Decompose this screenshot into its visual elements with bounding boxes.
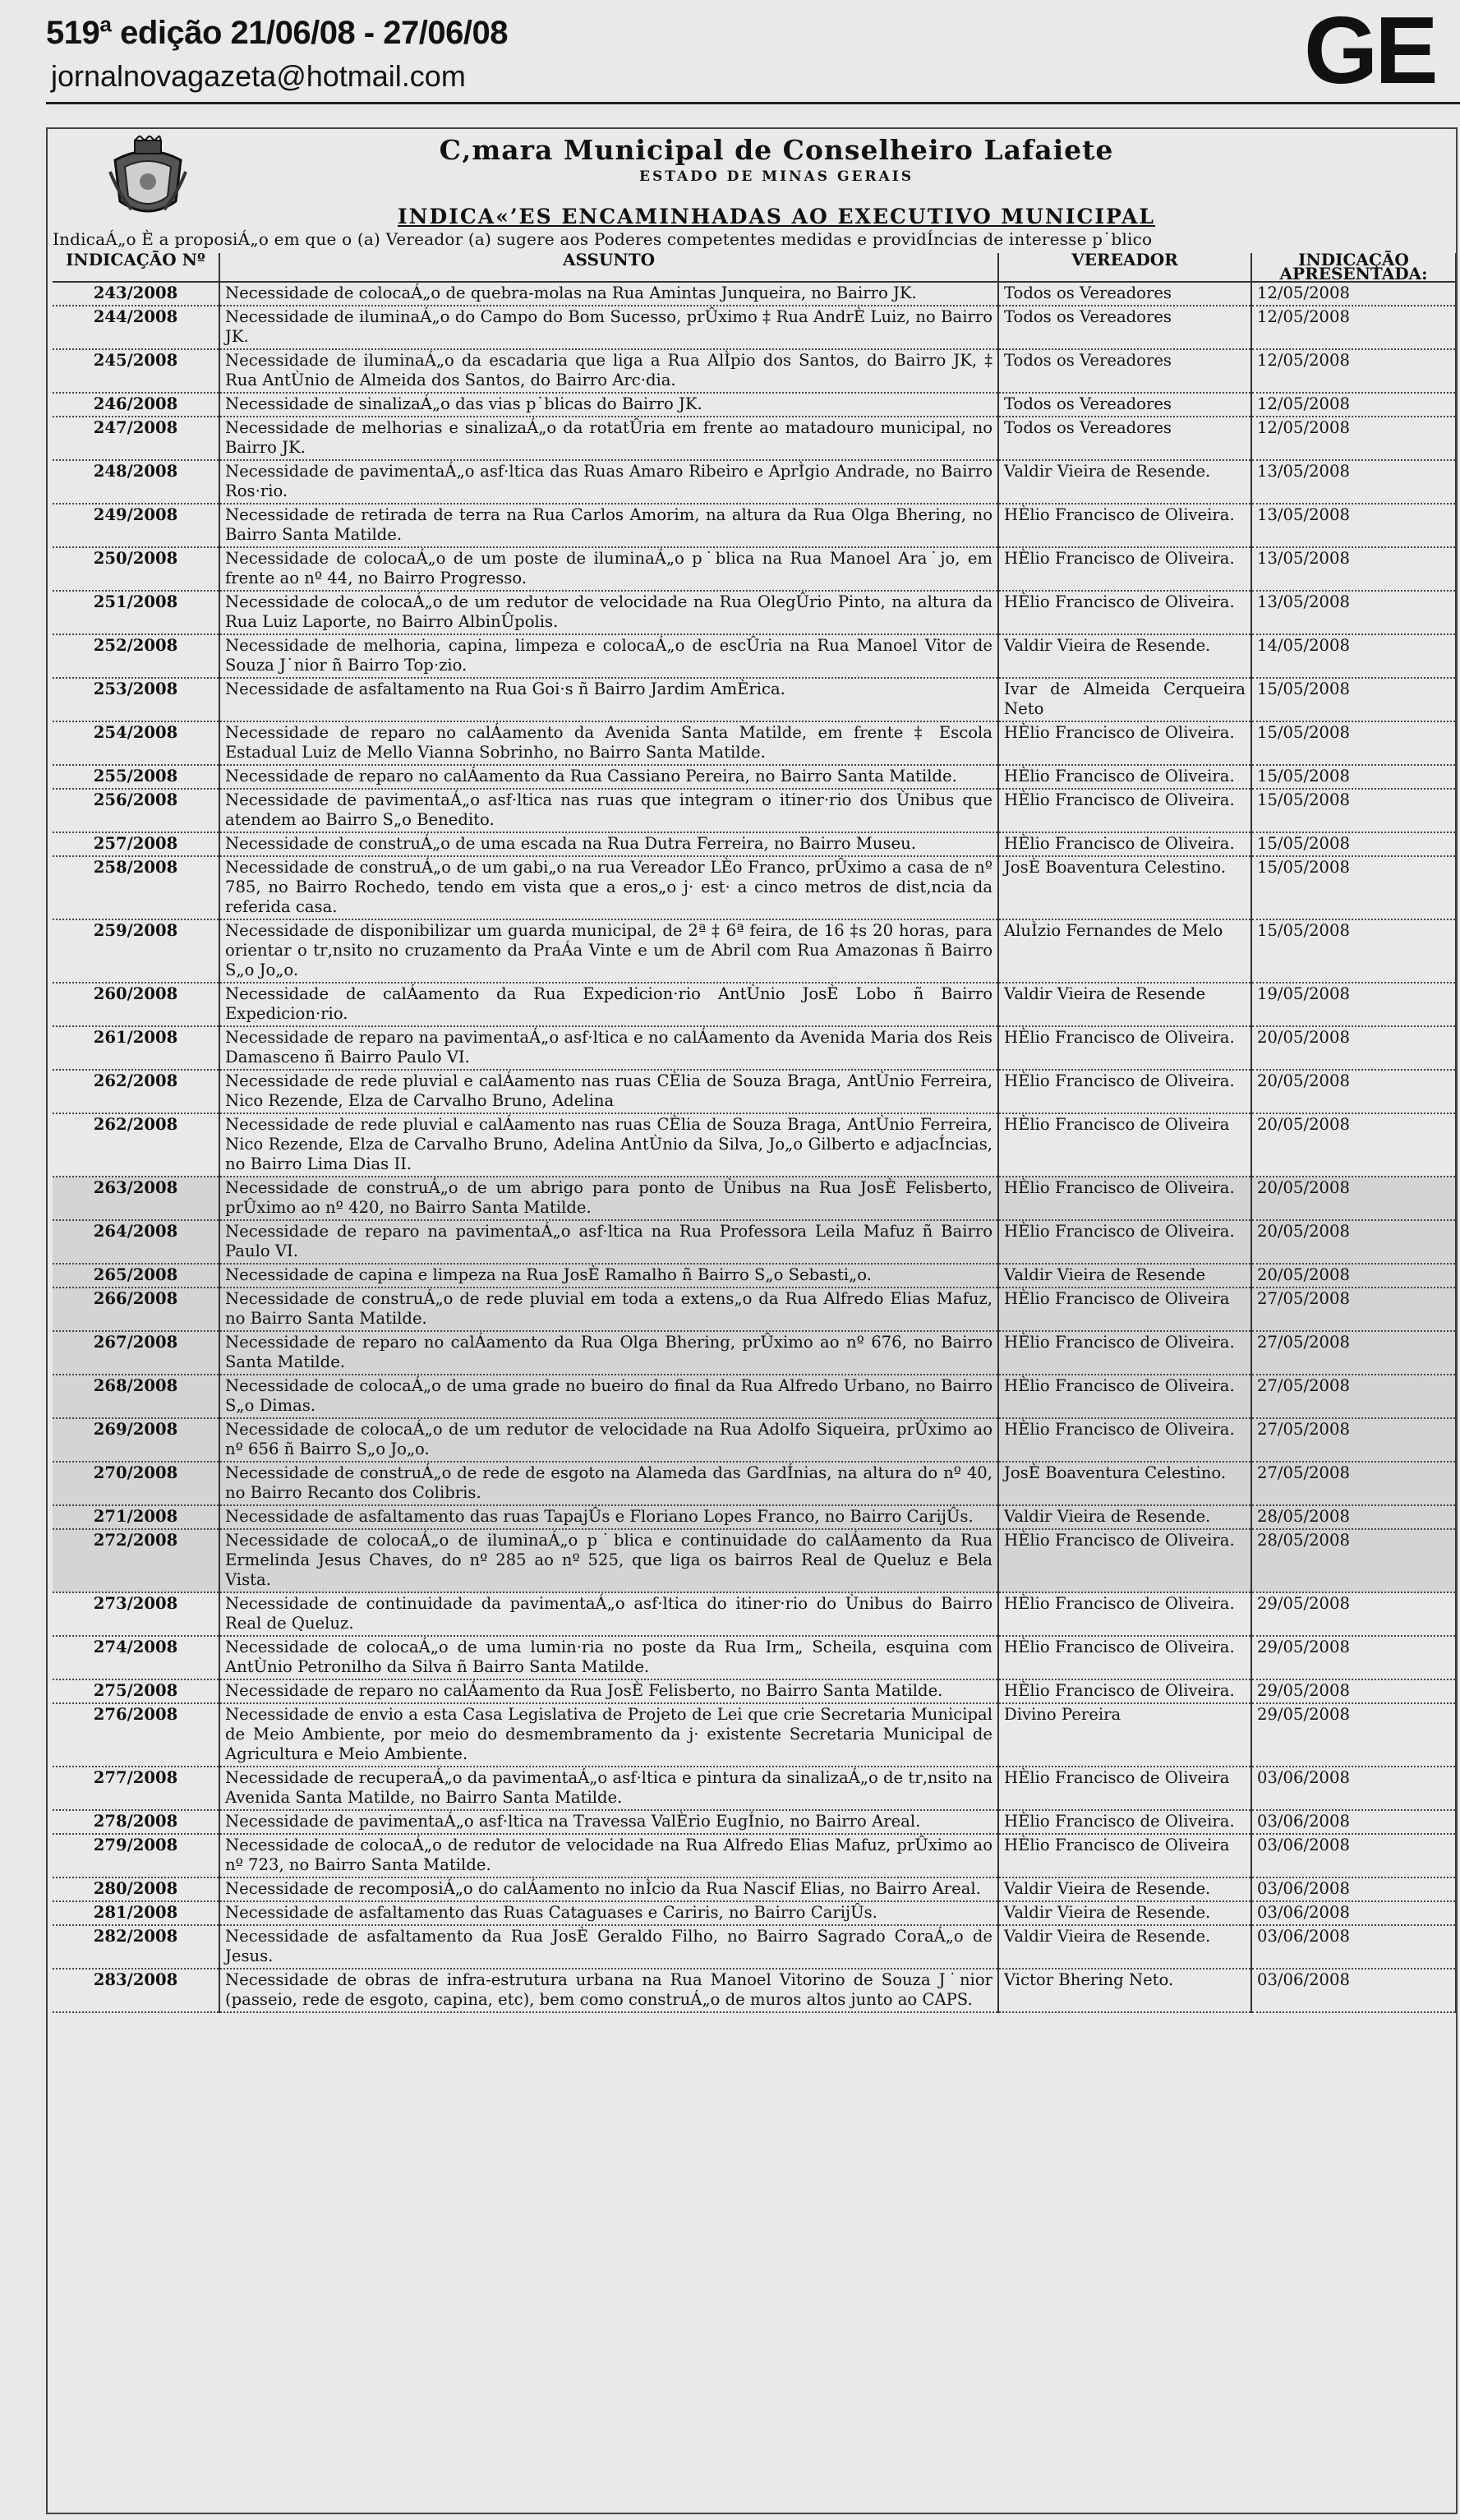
- councilor-cell: Valdir Vieira de Resende.: [998, 1877, 1251, 1901]
- indications-table: [53, 250, 1457, 2013]
- table-row: [53, 460, 1456, 504]
- councilor-cell: HÈlio Francisco de Oliveira.: [998, 1529, 1251, 1592]
- subject-cell: Necessidade de colocaÁ„o de um redutor de velocidade na Rua Adolfo Siqueira, prÛximo ao nº 656 ñ Bairro S„o Jo„o.: [219, 1418, 998, 1462]
- subject-cell: Necessidade de colocaÁ„o de redutor de velocidade na Rua Alfredo Elias Mafuz, prÛximo ao nº 723, no Bairro Santa Matilde.: [219, 1834, 998, 1877]
- subject-cell: Necessidade de asfaltamento das ruas TapajÛs e Floriano Lopes Franco, no Bairro CarijÛs.: [219, 1505, 998, 1529]
- subject-cell: Necessidade de calÁamento da Rua Expedicion·rio AntÙnio JosÈ Lobo ñ Bairro Expedicion·rio.: [219, 983, 998, 1026]
- date-cell: 15/05/2008: [1251, 765, 1456, 789]
- indication-number: 268/2008: [53, 1375, 219, 1418]
- indication-number: 253/2008: [53, 678, 219, 721]
- indication-number: 272/2008: [53, 1529, 219, 1592]
- indication-number: 250/2008: [53, 547, 219, 591]
- date-cell: 29/05/2008: [1251, 1703, 1456, 1767]
- indication-number: 279/2008: [53, 1834, 219, 1877]
- subject-cell: Necessidade de reparo no calÁamento da Rua Olga Bhering, prÛximo ao nº 676, no Bairro Santa Matilde.: [219, 1331, 998, 1375]
- councilor-cell: HÈlio Francisco de Oliveira.: [998, 1418, 1251, 1462]
- councilor-cell: Valdir Vieira de Resende: [998, 1264, 1251, 1288]
- indication-number: 262/2008: [53, 1113, 219, 1177]
- table-row: [53, 1462, 1456, 1505]
- table-row: [53, 765, 1456, 789]
- table-row: [53, 856, 1456, 919]
- date-cell: 20/05/2008: [1251, 1026, 1456, 1070]
- date-cell: 12/05/2008: [1251, 306, 1456, 349]
- indication-number: 280/2008: [53, 1877, 219, 1901]
- table-row: [53, 634, 1456, 678]
- table-row: [53, 1679, 1456, 1703]
- councilor-cell: Valdir Vieira de Resende.: [998, 634, 1251, 678]
- date-cell: 13/05/2008: [1251, 547, 1456, 591]
- table-row: [53, 1177, 1456, 1220]
- subject-cell: Necessidade de continuidade da pavimentaÁ„o asf·ltica do itiner·rio do Ùnibus do Bairro Real de Queluz.: [219, 1592, 998, 1636]
- subject-cell: Necessidade de sinalizaÁ„o das vias p˙blicas do Bairro JK.: [219, 393, 998, 417]
- table-body: [53, 282, 1456, 2012]
- date-cell: 03/06/2008: [1251, 1834, 1456, 1877]
- subject-cell: Necessidade de colocaÁ„o de iluminaÁ„o p˙blica e continuidade do calÁamento da Rua Ermelinda Jesus Chaves, do nº 285 ao nº 525, que liga os bairros Real de Queluz e Bela Vista.: [219, 1529, 998, 1592]
- councilor-cell: HÈlio Francisco de Oliveira.: [998, 1026, 1251, 1070]
- table-row: [53, 1834, 1456, 1877]
- date-cell: 20/05/2008: [1251, 1113, 1456, 1177]
- date-cell: 20/05/2008: [1251, 1264, 1456, 1288]
- subject-cell: Necessidade de construÁ„o de um abrigo para ponto de Ùnibus na Rua JosÈ Felisberto, prÛximo ao nº 420, no Bairro Santa Matilde.: [219, 1177, 998, 1220]
- date-cell: 27/05/2008: [1251, 1375, 1456, 1418]
- councilor-cell: HÈlio Francisco de Oliveira.: [998, 789, 1251, 832]
- councilor-cell: HÈlio Francisco de Oliveira.: [998, 1070, 1251, 1113]
- councilor-cell: JosÈ Boaventura Celestino.: [998, 1462, 1251, 1505]
- councilor-cell: HÈlio Francisco de Oliveira: [998, 1288, 1251, 1331]
- indication-number: 248/2008: [53, 460, 219, 504]
- councilor-cell: Todos os Vereadores: [998, 417, 1251, 460]
- councilor-cell: Todos os Vereadores: [998, 306, 1251, 349]
- councilor-cell: HÈlio Francisco de Oliveira.: [998, 765, 1251, 789]
- councilor-cell: HÈlio Francisco de Oliveira.: [998, 1331, 1251, 1375]
- subject-cell: Necessidade de construÁ„o de uma escada na Rua Dutra Ferreira, no Bairro Museu.: [219, 832, 998, 856]
- subject-cell: Necessidade de construÁ„o de um gabi„o na rua Vereador LÈo Franco, prÛximo a casa de nº 785, no Bairro Rochedo, tendo em vista que a eros„o j· est· a cinco metros de dist‚ncia da referida casa.: [219, 856, 998, 919]
- chamber-title: C‚mara Municipal de Conselheiro Lafaiete: [439, 134, 1114, 166]
- councilor-cell: HÈlio Francisco de Oliveira.: [998, 832, 1251, 856]
- councilor-cell: HÈlio Francisco de Oliveira.: [998, 1177, 1251, 1220]
- councilor-cell: HÈlio Francisco de Oliveira: [998, 1113, 1251, 1177]
- date-cell: 29/05/2008: [1251, 1592, 1456, 1636]
- indication-number: 251/2008: [53, 591, 219, 634]
- table-row: [53, 1810, 1456, 1834]
- chamber-subtitle: ESTADO DE MINAS GERAIS: [639, 168, 914, 185]
- header-indication: INDICAÇÃO Nº: [53, 253, 219, 282]
- table-row: [53, 678, 1456, 721]
- indication-number: 274/2008: [53, 1636, 219, 1679]
- subject-cell: Necessidade de colocaÁ„o de um poste de iluminaÁ„o p˙blica na Rua Manoel Ara˙jo, em frente ao nº 44, no Bairro Progresso.: [219, 547, 998, 591]
- subject-cell: Necessidade de iluminaÁ„o do Campo do Bom Sucesso, prÛximo ‡ Rua AndrÈ Luiz, no Bairro JK.: [219, 306, 998, 349]
- councilor-cell: HÈlio Francisco de Oliveira: [998, 1767, 1251, 1810]
- indications-panel: [46, 127, 1458, 2514]
- indication-number: 267/2008: [53, 1331, 219, 1375]
- councilor-cell: Valdir Vieira de Resende.: [998, 1925, 1251, 1969]
- table-row: [53, 1877, 1456, 1901]
- councilor-cell: Todos os Vereadores: [998, 282, 1251, 306]
- table-row: [53, 1636, 1456, 1679]
- table-row: [53, 1264, 1456, 1288]
- date-cell: 03/06/2008: [1251, 1810, 1456, 1834]
- subject-cell: Necessidade de colocaÁ„o de um redutor de velocidade na Rua OlegÛrio Pinto, na altura da Rua Luiz Laporte, no Bairro AlbinÛpolis.: [219, 591, 998, 634]
- councilor-cell: HÈlio Francisco de Oliveira.: [998, 504, 1251, 547]
- date-cell: 03/06/2008: [1251, 1901, 1456, 1925]
- date-cell: 14/05/2008: [1251, 634, 1456, 678]
- subject-cell: Necessidade de iluminaÁ„o da escadaria que liga a Rua AlÌpio dos Santos, do Bairro JK, ‡ Rua AntÙnio de Almeida dos Santos, do Bairro Arc·dia.: [219, 349, 998, 393]
- date-cell: 29/05/2008: [1251, 1679, 1456, 1703]
- subject-cell: Necessidade de recomposiÁ„o do calÁamento no inÌcio da Rua Nascif Elias, no Bairro Areal.: [219, 1877, 998, 1901]
- councilor-cell: Ivar de Almeida Cerqueira Neto: [998, 678, 1251, 721]
- indication-number: 247/2008: [53, 417, 219, 460]
- subject-cell: Necessidade de colocaÁ„o de uma lumin·ria no poste da Rua Irm„ Scheila, esquina com AntÙnio Petronilho da Silva ñ Bairro Santa Matilde.: [219, 1636, 998, 1679]
- subject-cell: Necessidade de reparo no calÁamento da Rua JosÈ Felisberto, no Bairro Santa Matilde.: [219, 1679, 998, 1703]
- table-row: [53, 1925, 1456, 1969]
- indication-number: 258/2008: [53, 856, 219, 919]
- section-tag: GE: [1304, 2, 1435, 99]
- subject-cell: Necessidade de recuperaÁ„o da pavimentaÁ„o asf·ltica e pintura da sinalizaÁ„o de tr‚nsito na Avenida Santa Matilde, no Bairro Santa Matilde.: [219, 1767, 998, 1810]
- indication-number: 244/2008: [53, 306, 219, 349]
- table-row: [53, 1026, 1456, 1070]
- table-row: [53, 1969, 1456, 2012]
- subject-cell: Necessidade de pavimentaÁ„o asf·ltica na Travessa ValÈrio EugÍnio, no Bairro Areal.: [219, 1810, 998, 1834]
- table-row: [53, 1288, 1456, 1331]
- date-cell: 27/05/2008: [1251, 1418, 1456, 1462]
- edition-line: 519ª edição 21/06/08 - 27/06/08: [46, 15, 508, 51]
- indication-number: 278/2008: [53, 1810, 219, 1834]
- subject-cell: Necessidade de pavimentaÁ„o asf·ltica nas ruas que integram o itiner·rio dos Ùnibus que atendem ao Bairro S„o Benedito.: [219, 789, 998, 832]
- date-cell: 27/05/2008: [1251, 1462, 1456, 1505]
- councilor-cell: Valdir Vieira de Resende.: [998, 1505, 1251, 1529]
- table-row: [53, 1220, 1456, 1264]
- councilor-cell: Valdir Vieira de Resende: [998, 983, 1251, 1026]
- date-cell: 03/06/2008: [1251, 1767, 1456, 1810]
- subject-cell: Necessidade de rede pluvial e calÁamento nas ruas CÈlia de Souza Braga, AntÙnio Ferreira, Nico Rezende, Elza de Carvalho Bruno, Adelina: [219, 1070, 998, 1113]
- intro-text: IndicaÁ„o È a proposiÁ„o em que o (a) Vereador (a) sugere aos Poderes competentes medidas e providÍncias de interesse p˙blico: [53, 229, 1153, 249]
- date-cell: 03/06/2008: [1251, 1969, 1456, 2012]
- councilor-cell: Todos os Vereadores: [998, 393, 1251, 417]
- councilor-cell: HÈlio Francisco de Oliveira.: [998, 721, 1251, 765]
- councilor-cell: HÈlio Francisco de Oliveira: [998, 1834, 1251, 1877]
- indication-number: 245/2008: [53, 349, 219, 393]
- table-row: [53, 1505, 1456, 1529]
- subject-cell: Necessidade de asfaltamento das Ruas Cataguases e Cariris, no Bairro CarijÛs.: [219, 1901, 998, 1925]
- indication-number: 270/2008: [53, 1462, 219, 1505]
- date-cell: 20/05/2008: [1251, 1220, 1456, 1264]
- table-row: [53, 393, 1456, 417]
- indication-number: 276/2008: [53, 1703, 219, 1767]
- subject-cell: Necessidade de obras de infra-estrutura urbana na Rua Manoel Vitorino de Souza J˙nior (passeio, rede de esgoto, capina, etc), bem como construÁ„o de muros altos junto ao CAPS.: [219, 1969, 998, 2012]
- indication-number: 254/2008: [53, 721, 219, 765]
- date-cell: 28/05/2008: [1251, 1529, 1456, 1592]
- table-row: [53, 547, 1456, 591]
- councilor-cell: HÈlio Francisco de Oliveira.: [998, 1636, 1251, 1679]
- indication-number: 281/2008: [53, 1901, 219, 1925]
- table-row: [53, 919, 1456, 983]
- table-row: [53, 789, 1456, 832]
- masthead-rule: [46, 102, 1460, 104]
- table-row: [53, 721, 1456, 765]
- table-header: [53, 253, 1456, 282]
- councilor-cell: HÈlio Francisco de Oliveira.: [998, 1810, 1251, 1834]
- subject-cell: Necessidade de colocaÁ„o de uma grade no bueiro do final da Rua Alfredo Urbano, no Bairro S„o Dimas.: [219, 1375, 998, 1418]
- date-cell: 15/05/2008: [1251, 919, 1456, 983]
- date-cell: 15/05/2008: [1251, 832, 1456, 856]
- indication-number: 264/2008: [53, 1220, 219, 1264]
- date-cell: 15/05/2008: [1251, 856, 1456, 919]
- indication-number: 262/2008: [53, 1070, 219, 1113]
- councilor-cell: JosÈ Boaventura Celestino.: [998, 856, 1251, 919]
- date-cell: 15/05/2008: [1251, 789, 1456, 832]
- date-cell: 15/05/2008: [1251, 678, 1456, 721]
- subject-cell: Necessidade de asfaltamento na Rua Goi·s ñ Bairro Jardim AmÈrica.: [219, 678, 998, 721]
- table-row: [53, 983, 1456, 1026]
- date-cell: 12/05/2008: [1251, 393, 1456, 417]
- subject-cell: Necessidade de capina e limpeza na Rua JosÈ Ramalho ñ Bairro S„o Sebasti„o.: [219, 1264, 998, 1288]
- indication-number: 246/2008: [53, 393, 219, 417]
- indication-number: 243/2008: [53, 282, 219, 306]
- subject-cell: Necessidade de envio a esta Casa Legislativa de Projeto de Lei que crie Secretaria Municipal de Meio Ambiente, por meio do desmembramento da j· existente Secretaria Municipal de Agricultura e Meio Ambiente.: [219, 1703, 998, 1767]
- table-row: [53, 504, 1456, 547]
- table-row: [53, 306, 1456, 349]
- table-row: [53, 417, 1456, 460]
- subject-cell: Necessidade de reparo no calÁamento da Avenida Santa Matilde, em frente ‡ Escola Estadual Luiz de Mello Vianna Sobrinho, no Bairro Santa Matilde.: [219, 721, 998, 765]
- subject-cell: Necessidade de melhorias e sinalizaÁ„o da rotatÛria em frente ao matadouro municipal, no Bairro JK.: [219, 417, 998, 460]
- date-cell: 27/05/2008: [1251, 1288, 1456, 1331]
- indication-number: 252/2008: [53, 634, 219, 678]
- table-row: [53, 282, 1456, 306]
- indication-number: 259/2008: [53, 919, 219, 983]
- councilor-cell: Victor Bhering Neto.: [998, 1969, 1251, 2012]
- table-row: [53, 1767, 1456, 1810]
- date-cell: 13/05/2008: [1251, 504, 1456, 547]
- indication-number: 249/2008: [53, 504, 219, 547]
- table-row: [53, 1592, 1456, 1636]
- councilor-cell: HÈlio Francisco de Oliveira.: [998, 1220, 1251, 1264]
- table-row: [53, 1901, 1456, 1925]
- councilor-cell: HÈlio Francisco de Oliveira.: [998, 1679, 1251, 1703]
- date-cell: 29/05/2008: [1251, 1636, 1456, 1679]
- indication-number: 260/2008: [53, 983, 219, 1026]
- councilor-cell: Divino Pereira: [998, 1703, 1251, 1767]
- indication-number: 273/2008: [53, 1592, 219, 1636]
- date-cell: 15/05/2008: [1251, 721, 1456, 765]
- subject-cell: Necessidade de rede pluvial e calÁamento nas ruas CÈlia de Souza Braga, AntÙnio Ferreira, Nico Rezende, Elza de Carvalho Bruno, Adelina AntÙnio da Silva, Jo„o Gilberto e adjacÍncias, no Bairro Lima Dias II.: [219, 1113, 998, 1177]
- table-row: [53, 1418, 1456, 1462]
- subject-cell: Necessidade de reparo no calÁamento da Rua Cassiano Pereira, no Bairro Santa Matilde.: [219, 765, 998, 789]
- header-date: INDICAÇÃO APRESENTADA:: [1251, 253, 1456, 282]
- indication-number: 263/2008: [53, 1177, 219, 1220]
- subject-cell: Necessidade de reparo na pavimentaÁ„o asf·ltica na Rua Professora Leila Mafuz ñ Bairro Paulo VI.: [219, 1220, 998, 1264]
- councilor-cell: HÈlio Francisco de Oliveira.: [998, 547, 1251, 591]
- date-cell: 28/05/2008: [1251, 1505, 1456, 1529]
- table-row: [53, 1703, 1456, 1767]
- subject-cell: Necessidade de construÁ„o de rede pluvial em toda a extens„o da Rua Alfredo Elias Mafuz, no Bairro Santa Matilde.: [219, 1288, 998, 1331]
- councilor-cell: Valdir Vieira de Resende.: [998, 1901, 1251, 1925]
- indication-number: 277/2008: [53, 1767, 219, 1810]
- list-title: INDICA«’ES ENCAMINHADAS AO EXECUTIVO MUNICIPAL: [397, 205, 1156, 228]
- table-row: [53, 1375, 1456, 1418]
- indication-number: 256/2008: [53, 789, 219, 832]
- councilor-cell: HÈlio Francisco de Oliveira.: [998, 1592, 1251, 1636]
- date-cell: 03/06/2008: [1251, 1877, 1456, 1901]
- subject-cell: Necessidade de reparo na pavimentaÁ„o asf·ltica e no calÁamento da Avenida Maria dos Reis Damasceno ñ Bairro Paulo VI.: [219, 1026, 998, 1070]
- subject-cell: Necessidade de retirada de terra na Rua Carlos Amorim, na altura da Rua Olga Bhering, no Bairro Santa Matilde.: [219, 504, 998, 547]
- indication-number: 266/2008: [53, 1288, 219, 1331]
- indication-number: 257/2008: [53, 832, 219, 856]
- subject-cell: Necessidade de disponibilizar um guarda municipal, de 2ª ‡ 6ª feira, de 16 ‡s 20 horas, para orientar o tr‚nsito no cruzamento da PraÁa Vinte e um de Abril com Rua Amazonas ñ Bairro S„o Jo„o.: [219, 919, 998, 983]
- date-cell: 13/05/2008: [1251, 460, 1456, 504]
- table-row: [53, 349, 1456, 393]
- table-row: [53, 1070, 1456, 1113]
- councilor-cell: AluÌzio Fernandes de Melo: [998, 919, 1251, 983]
- date-cell: 12/05/2008: [1251, 349, 1456, 393]
- councilor-cell: Todos os Vereadores: [998, 349, 1251, 393]
- indication-number: 283/2008: [53, 1969, 219, 2012]
- indication-number: 275/2008: [53, 1679, 219, 1703]
- table-row: [53, 1529, 1456, 1592]
- header-subject: ASSUNTO: [219, 253, 998, 282]
- date-cell: 03/06/2008: [1251, 1925, 1456, 1969]
- indication-number: 265/2008: [53, 1264, 219, 1288]
- table-row: [53, 1331, 1456, 1375]
- indication-number: 261/2008: [53, 1026, 219, 1070]
- subject-cell: Necessidade de construÁ„o de rede de esgoto na Alameda das GardÍnias, na altura do nº 40, no Bairro Recanto dos Colibris.: [219, 1462, 998, 1505]
- date-cell: 12/05/2008: [1251, 417, 1456, 460]
- indication-number: 269/2008: [53, 1418, 219, 1462]
- indication-number: 255/2008: [53, 765, 219, 789]
- contact-email: jornalnovagazeta@hotmail.com: [51, 59, 466, 93]
- subject-cell: Necessidade de asfaltamento da Rua JosÈ Geraldo Filho, no Bairro Sagrado CoraÁ„o de Jesus.: [219, 1925, 998, 1969]
- date-cell: 20/05/2008: [1251, 1070, 1456, 1113]
- subject-cell: Necessidade de pavimentaÁ„o asf·ltica das Ruas Amaro Ribeiro e AprÌgio Andrade, no Bairro Ros·rio.: [219, 460, 998, 504]
- date-cell: 13/05/2008: [1251, 591, 1456, 634]
- subject-cell: Necessidade de colocaÁ„o de quebra-molas na Rua Amintas Junqueira, no Bairro JK.: [219, 282, 998, 306]
- table-row: [53, 591, 1456, 634]
- councilor-cell: Valdir Vieira de Resende.: [998, 460, 1251, 504]
- date-cell: 19/05/2008: [1251, 983, 1456, 1026]
- header-councilor: VEREADOR: [998, 253, 1251, 282]
- subject-cell: Necessidade de melhoria, capina, limpeza e colocaÁ„o de escÛria na Rua Manoel Vitor de Souza J˙nior ñ Bairro Top·zio.: [219, 634, 998, 678]
- date-cell: 27/05/2008: [1251, 1331, 1456, 1375]
- table-row: [53, 832, 1456, 856]
- indication-number: 282/2008: [53, 1925, 219, 1969]
- table-row: [53, 1113, 1456, 1177]
- indication-number: 271/2008: [53, 1505, 219, 1529]
- councilor-cell: HÈlio Francisco de Oliveira.: [998, 1375, 1251, 1418]
- councilor-cell: HÈlio Francisco de Oliveira.: [998, 591, 1251, 634]
- date-cell: 20/05/2008: [1251, 1177, 1456, 1220]
- date-cell: 12/05/2008: [1251, 282, 1456, 306]
